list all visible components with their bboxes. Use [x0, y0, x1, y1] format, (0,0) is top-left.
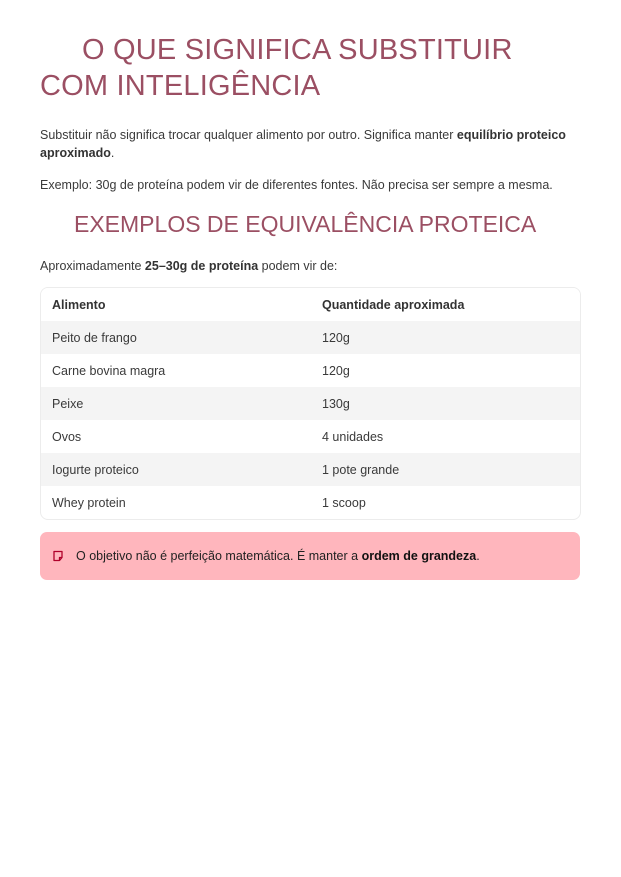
callout-note	[40, 532, 580, 580]
table-row	[41, 387, 580, 420]
table-row	[41, 354, 580, 387]
table-cell: Ovos	[52, 429, 82, 444]
table-row	[41, 486, 580, 519]
table-cell: 1 pote grande	[322, 462, 400, 477]
intro-paragraph: Substituir não significa trocar qualquer alimento por outro. Significa manter equilíbrio proteico aproximado.	[40, 128, 566, 160]
approx-paragraph: Aproximadamente 25–30g de proteína podem vir de:	[40, 259, 338, 273]
table-row	[41, 453, 580, 486]
table-row	[41, 420, 580, 453]
table-cell: Carne bovina magra	[52, 363, 166, 378]
table-cell: Peixe	[52, 396, 84, 411]
table-header-cell: Alimento	[52, 297, 106, 312]
table-cell: 1 scoop	[322, 495, 366, 510]
table-cell: 4 unidades	[322, 429, 384, 444]
section-heading: EXEMPLOS DE EQUIVALÊNCIA PROTEICA	[74, 211, 537, 237]
callout-text: O objetivo não é perfeição matemática. É manter a ordem de grandeza.	[76, 549, 480, 563]
example-paragraph: Exemplo: 30g de proteína podem vir de diferentes fontes. Não precisa ser sempre a mesma.	[40, 178, 553, 192]
table-cell: Whey protein	[52, 495, 126, 510]
table-header-row	[41, 288, 580, 321]
table-cell: 130g	[322, 396, 350, 411]
table-cell: Iogurte proteico	[52, 462, 139, 477]
page-title: O QUE SIGNIFICA SUBSTITUIR COM INTELIGÊNCIA	[40, 34, 513, 102]
table-cell: 120g	[322, 330, 350, 345]
table-row	[41, 321, 580, 354]
table-cell: Peito de frango	[52, 330, 137, 345]
table-cell: 120g	[322, 363, 350, 378]
protein-table	[40, 287, 581, 520]
table-header-cell: Quantidade aproximada	[322, 297, 465, 312]
note-icon	[40, 550, 76, 562]
